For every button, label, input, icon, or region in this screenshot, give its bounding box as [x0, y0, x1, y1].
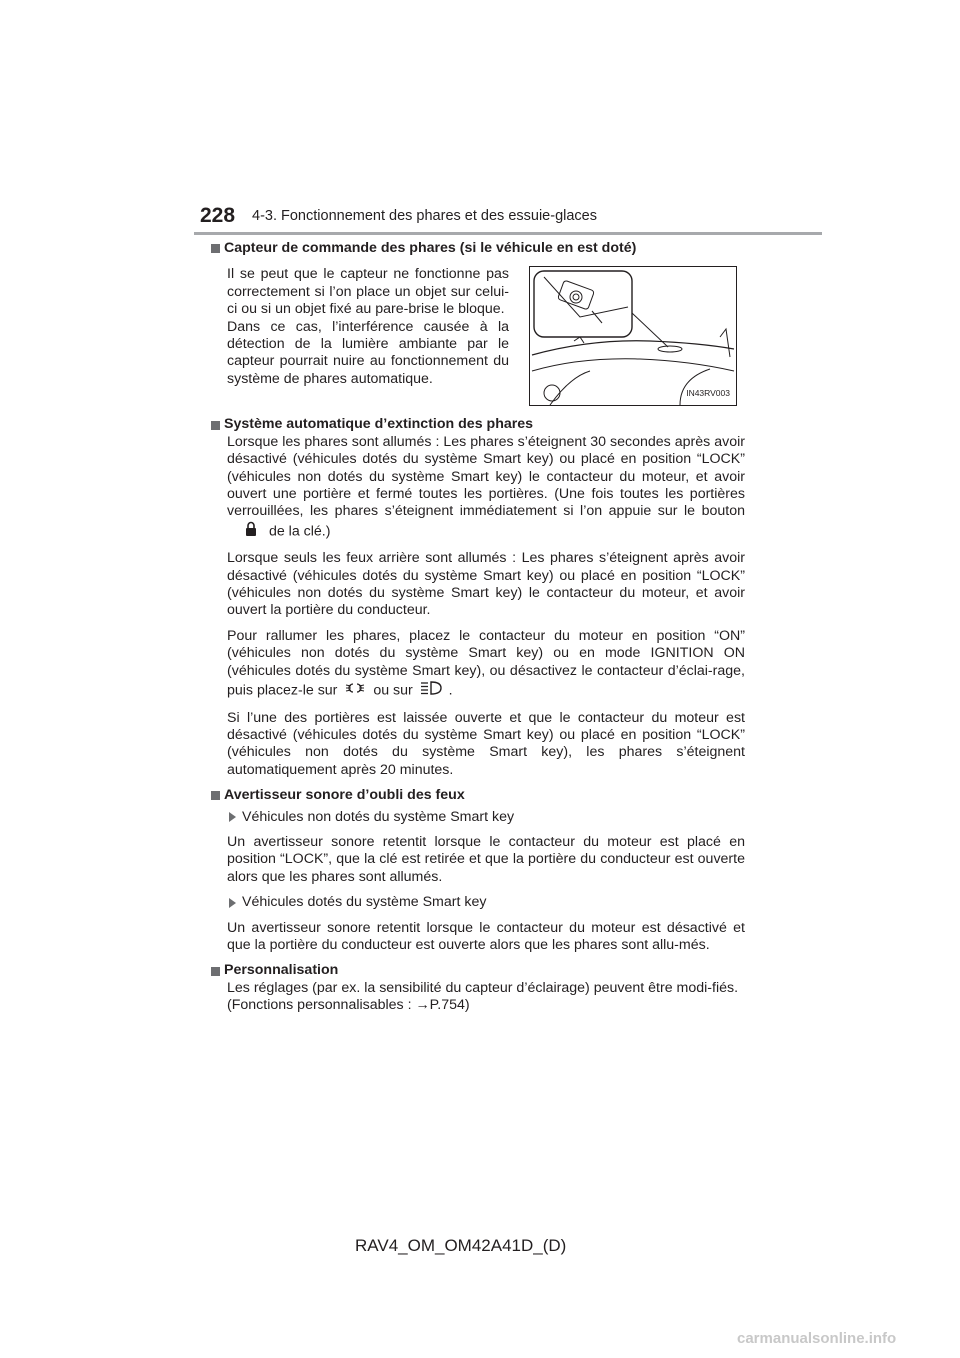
- section-heading-extinction: Système automatique d’extinction des phares: [211, 416, 745, 433]
- sub-item-non-smart: Véhicules non dotés du système Smart key: [227, 809, 745, 826]
- chapter-title: 4-3. Fonctionnement des phares et des essuie-glaces: [252, 208, 597, 224]
- paragraph: Lorsque les phares sont allumés : Les phares s’éteignent 30 secondes après avoir désactivé (véhicules dotés du système Smart key) ou placé en position “LOCK” (véhicules non dotés du système Smart key) le contacteur du moteur, et avoir ouvert une portière et fermé toutes les portières. (Une fois toutes les portières verrouillées, les phares s’éteignent immédiatement si l’on appuie sur le bouton de la clé.): [227, 434, 745, 542]
- watermark: carmanualsonline.info: [737, 1330, 897, 1347]
- paragraph: Les réglages (par ex. la sensibilité du capteur d’éclairage) peuvent être modi-fiés.: [227, 979, 739, 996]
- bullet-square-icon: [211, 967, 220, 976]
- section-heading-personnalisation: Personnalisation: [211, 962, 745, 979]
- bullet-square-icon: [211, 791, 220, 800]
- paragraph: Pour rallumer les phares, placez le contacteur du moteur en position “ON” (véhicules non dotés du système Smart key) ou en mode IGNITION ON (véhicules dotés du système Smart key), ou désactivez le contacteur d’éclai-rage, puis placez-le sur ou sur .: [227, 628, 745, 702]
- bullet-square-icon: [211, 244, 220, 253]
- paragraph: Un avertisseur sonore retentit lorsque le contacteur du moteur est désactivé et que la portière du conducteur est ouverte alors que les phares sont allu-més.: [227, 919, 745, 953]
- sensor-illustration: [529, 266, 737, 406]
- bullet-square-icon: [211, 421, 220, 430]
- section-capteur-text: [227, 266, 509, 406]
- triangle-bullet-icon: [229, 812, 236, 822]
- section-heading-capteur: Capteur de commande des phares (si le véhicule en est doté): [211, 240, 745, 257]
- lock-icon: [245, 521, 257, 542]
- page-content: [211, 240, 745, 1023]
- tail-light-icon: [345, 682, 365, 699]
- paragraph: Si l’une des portières est laissée ouverte et que le contacteur du moteur est désactivé (véhicules dotés du système Smart key) ou placé en position “LOCK” (véhicules non dotés du système Smart key), les phares s’éteignent automatiquement après 20 minutes.: [227, 709, 745, 778]
- paragraph: Dans ce cas, l’interférence causée à la détection de la lumière ambiante par le capteur pourrait nuire au fonctionnement du système de phares automatique.: [227, 318, 509, 387]
- paragraph: Un avertisseur sonore retentit lorsque le contacteur du moteur est placé en position “LOCK”, que la clé est retirée et que la portière du conducteur est ouverte alors que les phares sont allumés.: [227, 833, 745, 885]
- section-heading-avertisseur: Avertisseur sonore d’oubli des feux: [211, 787, 745, 804]
- page-number: 228: [200, 204, 236, 227]
- paragraph: Il se peut que le capteur ne fonctionne pas correctement si l’on place un objet sur celui-ci ou si un objet fixé au pare-brise le bloque.: [227, 266, 509, 318]
- cross-reference: (Fonctions personnalisables : →P.754): [227, 997, 470, 1014]
- header-rule: [194, 232, 822, 235]
- sub-item-smart: Véhicules dotés du système Smart key: [227, 894, 745, 911]
- headlight-icon: [419, 680, 443, 701]
- section-capteur-body: [211, 266, 745, 406]
- document-code: RAV4_OM_OM42A41D_(D): [355, 1236, 567, 1255]
- triangle-bullet-icon: [229, 898, 236, 908]
- figure-code: IN43RV003: [686, 388, 730, 398]
- paragraph: Lorsque seuls les feux arrière sont allumés : Les phares s’éteignent après avoir désactivé (véhicules dotés du système Smart key) ou placé en position “LOCK” (véhicules non dotés du système Smart key) le contacteur du moteur, et avoir ouvert la portière du conducteur.: [227, 550, 745, 619]
